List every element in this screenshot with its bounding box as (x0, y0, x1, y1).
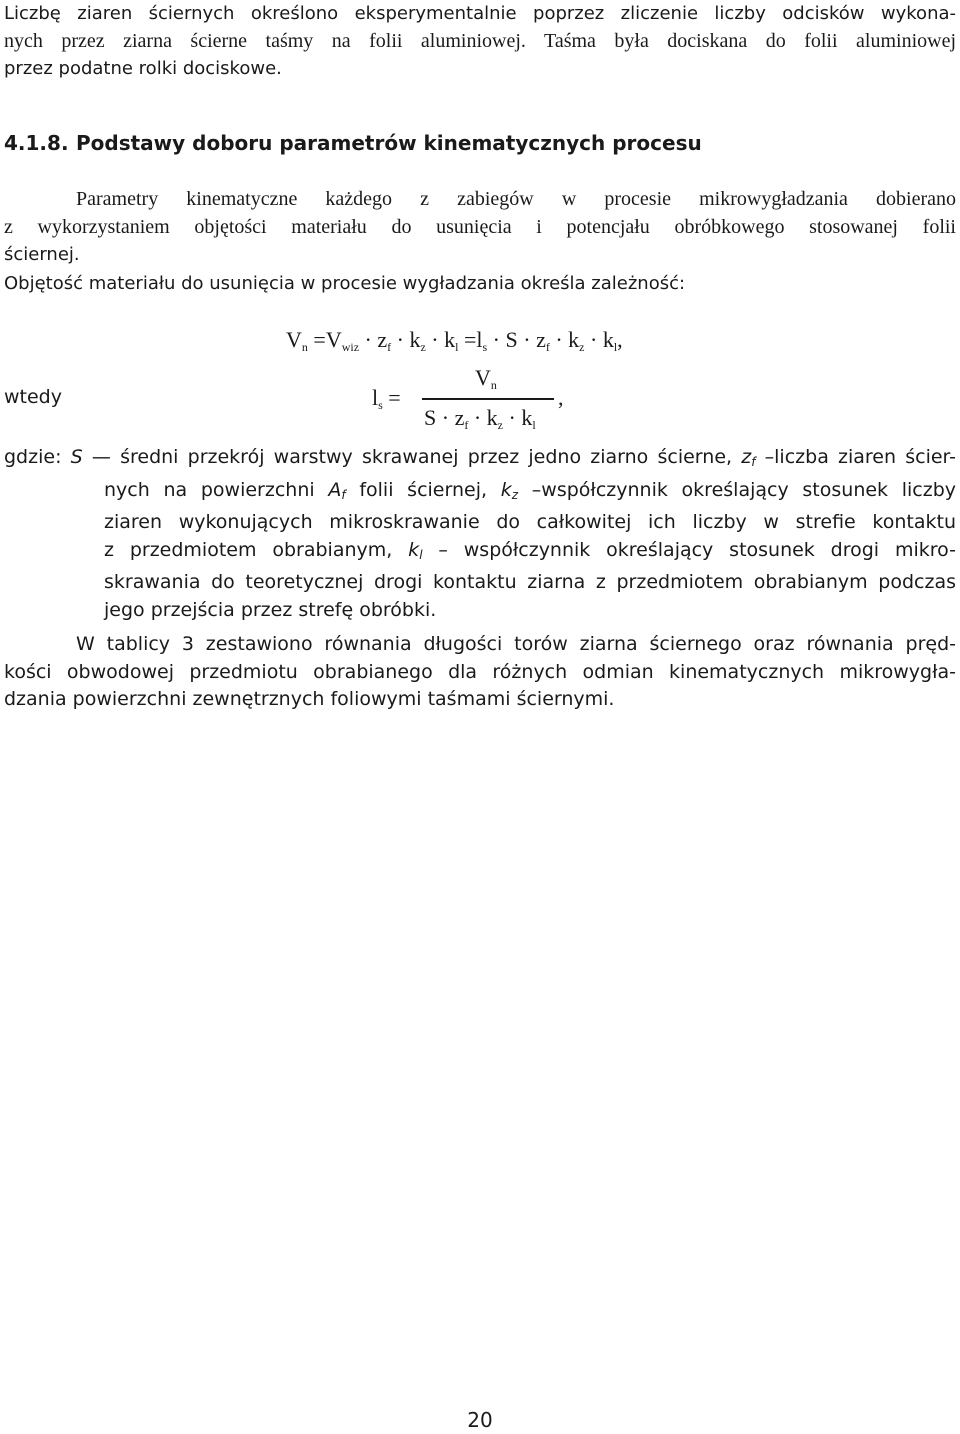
paragraph-volume (4, 270, 956, 298)
definitions-line-5: skrawania do teoretycznej drogi kontaktu ziarna z przedmiotem obrabianym podczas (104, 571, 956, 593)
section-title: Podstawy doboru parametrów kinematycznych procesu (76, 131, 702, 155)
para3-line-1: W tablicy 3 zestawiono równania długości torów ziarna ściernego oraz równania pręd- (76, 633, 956, 655)
intro-line-2: nych przez ziarna ścierne taśmy na folii aluminiowej. Taśma była dociskana do folii aluminiowej (4, 29, 956, 52)
para1-line-2: z wykorzystaniem objętości materiału do usunięcia i potencjału obróbkowego stosowanej folii (4, 215, 956, 238)
equation-ls: $l_s$ = $V_n$ , $S \cdot z_f \cdot k_z \cdot k_l$ (372, 365, 564, 432)
fraction-numerator: $V_n$ (475, 365, 497, 392)
definitions-block (4, 444, 956, 624)
fraction-bar (422, 398, 554, 400)
para3-line-3: dzania powierzchni zewnętrznych foliowymi taśmami ściernymi. (4, 688, 615, 710)
para3-line-2: kości obwodowej przedmiotu obrabianego dla różnych odmian kinematycznych mikrowygła- (4, 660, 956, 683)
para1-line-3: ściernej. (4, 244, 80, 265)
definitions-line-2: nych na powierzchni $A_f$ folii ściernej, $k_z$ –współczynnik określający stosunek liczby (104, 478, 957, 502)
definitions-line-4: z przedmiotem obrabianym, $k_l$ – współczynnik określający stosunek drogi mikro- (104, 538, 956, 562)
section-number: 4.1.8. (4, 131, 69, 155)
paragraph-table-3 (4, 631, 956, 714)
label-wtedy: wtedy (4, 386, 62, 408)
paragraph-kinematic-params (4, 186, 956, 269)
intro-paragraph (4, 0, 956, 83)
para2-text: Objętość materiału do usunięcia w procesie wygładzania określa zależność: (4, 273, 686, 294)
intro-line-1: Liczbę ziaren ściernych określono eksperymentalnie poprzez zliczenie liczby odcisków wykona- (4, 3, 956, 24)
equation-volume: $V_n =V_{wiz} \cdot z_f \cdot k_z \cdot k_l =l_s \cdot S \cdot z_f \cdot k_z \cdot k_l$, (286, 327, 623, 354)
para1-line-1: Parametry kinematyczne każdego z zabiegów w procesie mikrowygładzania dobierano (76, 188, 956, 210)
definitions-line-6: jego przejścia przez strefę obróbki. (104, 598, 437, 621)
definitions-line-3: ziaren wykonujących mikroskrawanie do całkowitej ich liczby w strefie kontaktu (104, 511, 956, 533)
intro-line-3: przez podatne rolki dociskowe. (4, 58, 282, 79)
fraction-denominator: $S \cdot z_f \cdot k_z \cdot k_l$ (424, 405, 536, 432)
section-heading (4, 131, 702, 155)
definitions-line-1: gdzie: S — średni przekrój warstwy skrawanej przez jedno ziarno ścierne, $z_f$ –liczba ziaren ścier- (4, 446, 956, 469)
page-number: 20 (467, 1408, 493, 1432)
